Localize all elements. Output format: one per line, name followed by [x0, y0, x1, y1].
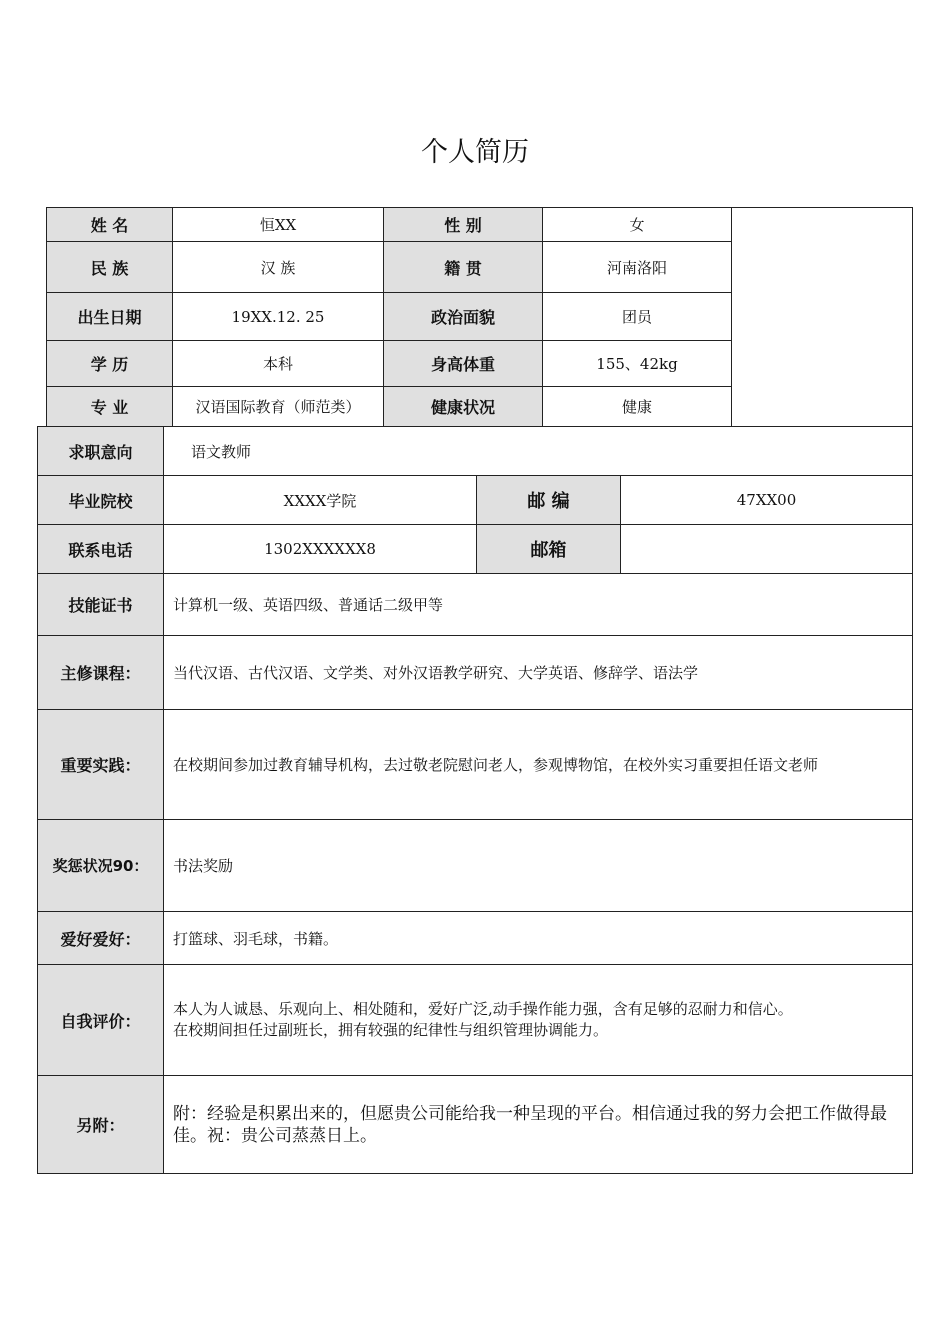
- label-health: 健康状况: [383, 386, 543, 427]
- label-postcode: 邮 编: [476, 475, 621, 525]
- label-courses: 主修课程：: [37, 635, 164, 710]
- value-phone: 1302XXXXXX8: [163, 524, 477, 574]
- label-job-intent: 求职意向: [37, 426, 164, 476]
- value-courses: 当代汉语、古代汉语、文学类、对外汉语教学研究、大学英语、修辞学、语法学: [163, 635, 913, 710]
- self-eval-line-2: 在校期间担任过副班长，拥有较强的纪律性与组织管理协调能力。: [173, 1021, 609, 1039]
- value-gender: 女: [542, 207, 732, 242]
- label-gender: 性 别: [383, 207, 543, 242]
- self-eval-line-1: 本人为人诚恳、乐观向上、相处随和，爱好广泛,动手操作能力强，含有足够的忍耐力和信心。: [173, 1000, 793, 1018]
- label-major: 专 业: [46, 386, 173, 427]
- page-title: 个人简历: [421, 137, 529, 168]
- value-certs: 计算机一级、英语四级、普通话二级甲等: [163, 573, 913, 636]
- label-ethnicity: 民 族: [46, 241, 173, 293]
- value-practice: 在校期间参加过教育辅导机构，去过敬老院慰问老人，参观博物馆，在校外实习重要担任语文老师: [163, 709, 913, 820]
- value-awards: 书法奖励: [163, 819, 913, 912]
- value-political: 团员: [542, 292, 732, 341]
- value-height-weight: 155、42kg: [542, 340, 732, 387]
- label-hobbies: 爱好爱好：: [37, 911, 164, 965]
- value-email: [620, 524, 913, 574]
- label-hometown: 籍 贯: [383, 241, 543, 293]
- label-note: 另附：: [37, 1075, 164, 1174]
- label-practice: 重要实践：: [37, 709, 164, 820]
- label-awards: 奖惩状况90：: [37, 819, 164, 912]
- value-education: 本科: [172, 340, 384, 387]
- label-email: 邮箱: [476, 524, 621, 574]
- label-political: 政治面貌: [383, 292, 543, 341]
- value-job-intent: 语文教师: [163, 426, 913, 476]
- value-note: 附：经验是积累出来的，但愿贵公司能给我一种呈现的平台。相信通过我的努力会把工作做得最佳。祝：贵公司蒸蒸日上。: [163, 1075, 913, 1174]
- label-phone: 联系电话: [37, 524, 164, 574]
- photo-box: [731, 207, 913, 427]
- value-school: XXXX学院: [163, 475, 477, 525]
- label-name: 姓 名: [46, 207, 173, 242]
- label-birthdate: 出生日期: [46, 292, 173, 341]
- value-postcode: 47XX00: [620, 475, 913, 525]
- label-self-eval: 自我评价：: [37, 964, 164, 1076]
- value-self-eval: [163, 964, 913, 1076]
- value-major: 汉语国际教育（师范类）: [172, 386, 384, 427]
- label-height-weight: 身高体重: [383, 340, 543, 387]
- value-name: 恒XX: [172, 207, 384, 242]
- value-hobbies: 打篮球、羽毛球，书籍。: [163, 911, 913, 965]
- value-birthdate: 19XX.12. 25: [172, 292, 384, 341]
- value-health: 健康: [542, 386, 732, 427]
- label-education: 学 历: [46, 340, 173, 387]
- value-ethnicity: 汉 族: [172, 241, 384, 293]
- label-certs: 技能证书: [37, 573, 164, 636]
- value-hometown: 河南洛阳: [542, 241, 732, 293]
- label-school: 毕业院校: [37, 475, 164, 525]
